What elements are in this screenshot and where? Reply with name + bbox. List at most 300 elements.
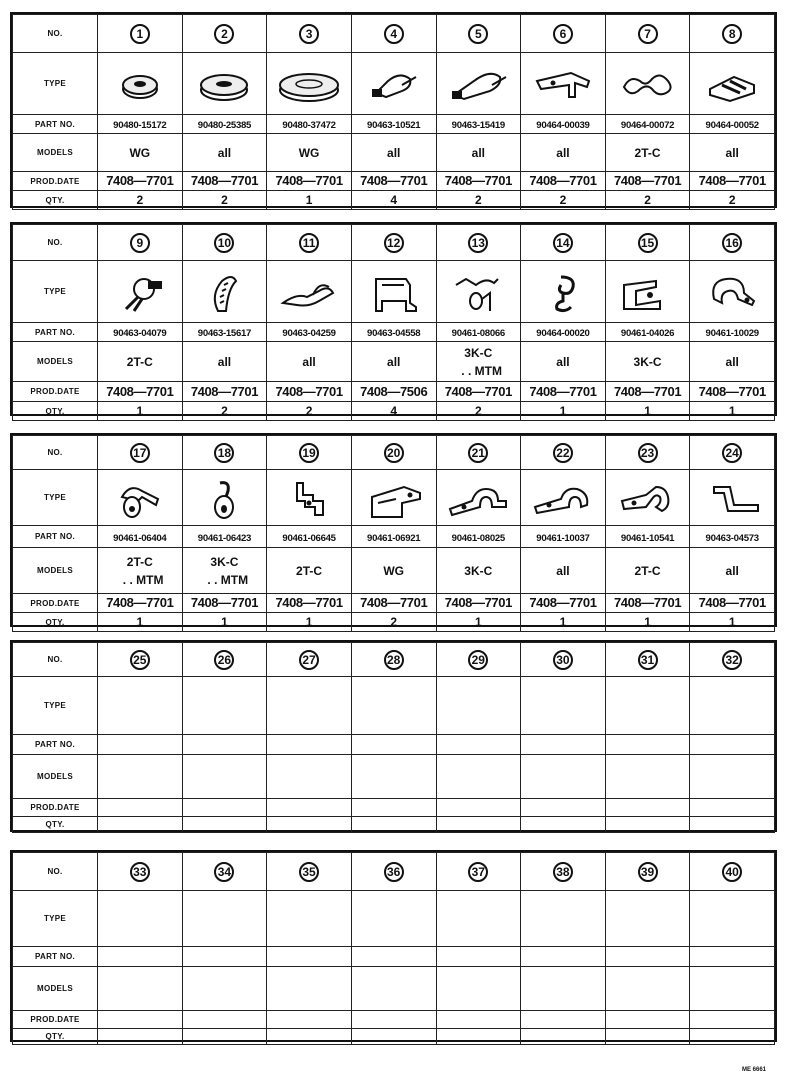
cell-qty xyxy=(98,613,183,632)
production-date: 7408—7701 xyxy=(529,173,597,188)
models-value: WG xyxy=(383,563,405,578)
cell-prod-date xyxy=(98,594,183,613)
cell-type xyxy=(182,261,267,323)
cell-prod-date xyxy=(98,172,183,191)
quantity-value: 2 xyxy=(474,404,482,418)
cell-no xyxy=(267,225,352,261)
cell-no xyxy=(521,643,606,677)
cell-type xyxy=(436,53,521,115)
cell-qty xyxy=(351,613,436,632)
item-number: 32 xyxy=(722,650,742,670)
models-value: 2T-C xyxy=(126,354,153,369)
cell-no xyxy=(521,15,606,53)
row-label: QTY. xyxy=(13,613,98,632)
item-number: 13 xyxy=(468,233,488,253)
bracket-clip-icon xyxy=(606,271,690,313)
grommet-large-icon xyxy=(267,63,351,105)
plate-clip-icon xyxy=(352,477,436,519)
cell-qty xyxy=(267,191,352,210)
cell-prod-date xyxy=(351,382,436,402)
models-value: 2T-C xyxy=(296,563,323,578)
quantity-value: 2 xyxy=(305,404,313,418)
cell-type xyxy=(436,470,521,526)
cell-type xyxy=(521,53,606,115)
cell-part-no xyxy=(690,947,775,967)
cell-part-no xyxy=(98,115,183,134)
cell-prod-date xyxy=(605,799,690,817)
hook-clamp-icon xyxy=(183,477,267,519)
cell-prod-date xyxy=(351,172,436,191)
cell-type xyxy=(182,53,267,115)
figure-code: ME 6661 xyxy=(741,1067,766,1073)
row-models xyxy=(13,755,775,799)
row-label: PROD.DATE xyxy=(13,594,98,613)
item-number: 8 xyxy=(722,24,742,44)
cell-prod-date xyxy=(182,172,267,191)
cell-models xyxy=(182,967,267,1011)
cell-models xyxy=(521,548,606,594)
quantity-value: 1 xyxy=(221,615,228,629)
hose-clamp-icon xyxy=(98,271,182,313)
quantity-value: 1 xyxy=(136,615,144,629)
cell-models xyxy=(605,548,690,594)
production-date: 7408—7701 xyxy=(275,383,343,399)
row-label: TYPE xyxy=(13,470,98,526)
row-label: PROD.DATE xyxy=(13,1011,98,1029)
item-number: 21 xyxy=(468,443,488,463)
row-no xyxy=(13,15,775,53)
cell-part-no xyxy=(521,735,606,755)
row-label: NO. xyxy=(13,15,98,53)
row-part-no xyxy=(13,947,775,967)
cell-type xyxy=(521,891,606,947)
tie-strap-icon xyxy=(183,271,267,313)
item-number: 39 xyxy=(638,862,658,882)
cell-no xyxy=(436,853,521,891)
item-number: 10 xyxy=(214,233,234,253)
part-number: 90461-06423 xyxy=(197,532,252,544)
item-number: 5 xyxy=(468,24,488,44)
part-number: 90463-10521 xyxy=(367,120,421,131)
cell-no xyxy=(521,225,606,261)
cell-no xyxy=(98,225,183,261)
cell-qty xyxy=(98,1029,183,1045)
cell-prod-date xyxy=(182,1011,267,1029)
models-value: 2T-C . . MTM xyxy=(122,554,164,587)
cell-type xyxy=(605,53,690,115)
cell-part-no xyxy=(267,526,352,548)
production-date: 7408—7701 xyxy=(698,173,766,188)
part-number: 90480-15172 xyxy=(113,120,167,131)
cell-no xyxy=(690,853,775,891)
row-qty xyxy=(13,191,775,210)
cell-no xyxy=(436,643,521,677)
quantity-value: 1 xyxy=(644,404,651,418)
production-date: 7408—7701 xyxy=(275,595,343,610)
row-part-no xyxy=(13,735,775,755)
cell-prod-date xyxy=(267,1011,352,1029)
row-prod-date xyxy=(13,382,775,402)
item-number: 22 xyxy=(553,443,573,463)
cell-prod-date xyxy=(690,1011,775,1029)
part-number: 90480-37472 xyxy=(282,120,336,131)
row-no xyxy=(13,225,775,261)
cell-type xyxy=(351,470,436,526)
row-type xyxy=(13,470,775,526)
cell-qty xyxy=(351,1029,436,1045)
cell-qty xyxy=(98,402,183,421)
row-models xyxy=(13,548,775,594)
tab-clamp-icon xyxy=(437,477,521,519)
parts-table xyxy=(12,852,775,1045)
cell-no xyxy=(267,15,352,53)
quantity-value: 1 xyxy=(305,615,313,629)
cell-part-no xyxy=(182,323,267,342)
cell-models xyxy=(182,755,267,799)
cell-no xyxy=(351,853,436,891)
cell-part-no xyxy=(351,735,436,755)
cell-part-no xyxy=(690,526,775,548)
cell-models xyxy=(605,967,690,1011)
cell-qty xyxy=(690,1029,775,1045)
item-number: 20 xyxy=(384,443,404,463)
cell-qty xyxy=(436,817,521,833)
cell-no xyxy=(605,853,690,891)
cell-no xyxy=(267,643,352,677)
cell-prod-date xyxy=(267,799,352,817)
cell-models xyxy=(521,134,606,172)
parts-table-block xyxy=(10,12,777,208)
cell-part-no xyxy=(521,323,606,342)
part-number: 90461-06645 xyxy=(282,532,336,544)
cell-part-no xyxy=(98,947,183,967)
item-number: 11 xyxy=(299,233,319,253)
cell-type xyxy=(98,261,183,323)
part-number: 90461-10037 xyxy=(536,532,590,544)
production-date: 7408—7701 xyxy=(444,383,512,399)
quantity-value: 2 xyxy=(136,193,144,207)
cell-models xyxy=(436,548,521,594)
item-number: 17 xyxy=(130,443,150,463)
cell-models xyxy=(436,967,521,1011)
production-date: 7408—7701 xyxy=(360,173,428,188)
cell-qty xyxy=(436,1029,521,1045)
production-date: 7408—7701 xyxy=(613,595,682,610)
models-value: 2T-C xyxy=(634,563,661,578)
band-clamp-long-icon xyxy=(437,63,521,105)
production-date: 7408—7701 xyxy=(698,595,766,610)
cell-prod-date xyxy=(351,594,436,613)
cell-prod-date xyxy=(521,382,606,402)
cell-prod-date xyxy=(267,382,352,402)
cell-models xyxy=(351,548,436,594)
cell-models xyxy=(690,967,775,1011)
s-clip-icon xyxy=(267,477,351,519)
cell-no xyxy=(267,853,352,891)
cell-prod-date xyxy=(182,382,267,402)
cell-type xyxy=(690,261,775,323)
cell-models xyxy=(521,755,606,799)
production-date: 7408—7701 xyxy=(106,173,174,188)
cell-prod-date xyxy=(98,382,183,402)
parts-table xyxy=(12,224,775,421)
cell-type xyxy=(605,261,690,323)
cable-clamp-icon xyxy=(98,477,182,519)
cell-type xyxy=(436,261,521,323)
cell-type xyxy=(436,891,521,947)
cell-prod-date xyxy=(98,1011,183,1029)
row-label: TYPE xyxy=(13,53,98,115)
models-value: all xyxy=(387,145,401,160)
cell-no xyxy=(351,436,436,470)
cell-no xyxy=(605,15,690,53)
cell-prod-date xyxy=(690,172,775,191)
cell-models xyxy=(98,967,183,1011)
part-number: 90461-10029 xyxy=(705,328,759,339)
cell-models xyxy=(690,548,775,594)
cell-type xyxy=(690,470,775,526)
cell-models xyxy=(98,755,183,799)
cell-prod-date xyxy=(267,172,352,191)
parts-table xyxy=(12,642,775,833)
clip-bracket-icon xyxy=(521,63,605,105)
quantity-value: 1 xyxy=(644,615,651,629)
cell-models xyxy=(690,342,775,382)
cell-models xyxy=(98,342,183,382)
part-number: 90461-08066 xyxy=(451,328,505,339)
cell-part-no xyxy=(436,735,521,755)
cell-type xyxy=(98,891,183,947)
cell-part-no xyxy=(690,115,775,134)
cell-no xyxy=(436,15,521,53)
cell-no xyxy=(351,225,436,261)
row-label: TYPE xyxy=(13,677,98,735)
cell-no xyxy=(690,643,775,677)
models-value: 2T-C xyxy=(634,145,661,160)
production-date: 7408—7701 xyxy=(444,173,512,188)
cell-part-no xyxy=(98,735,183,755)
models-value: 3K-C . . MTM xyxy=(461,345,502,378)
part-number: 90480-25385 xyxy=(197,120,252,131)
production-date: 7408—7701 xyxy=(275,173,343,188)
cell-qty xyxy=(690,402,775,421)
cell-prod-date xyxy=(267,594,352,613)
row-label: PROD.DATE xyxy=(13,172,98,191)
row-models xyxy=(13,134,775,172)
cell-prod-date xyxy=(436,594,521,613)
row-no xyxy=(13,853,775,891)
cell-qty xyxy=(436,613,521,632)
cell-qty xyxy=(521,402,606,421)
row-no xyxy=(13,643,775,677)
cell-no xyxy=(98,853,183,891)
row-label: MODELS xyxy=(13,548,98,594)
part-number: 90461-04026 xyxy=(620,328,675,339)
cell-prod-date xyxy=(521,594,606,613)
cell-qty xyxy=(182,817,267,833)
cell-models xyxy=(267,755,352,799)
cell-models xyxy=(182,134,267,172)
cell-part-no xyxy=(521,526,606,548)
cell-type xyxy=(605,677,690,735)
production-date: 7408—7701 xyxy=(698,383,766,399)
cell-models xyxy=(690,755,775,799)
row-qty xyxy=(13,402,775,421)
production-date: 7408—7701 xyxy=(529,383,597,399)
cell-part-no xyxy=(267,735,352,755)
row-type xyxy=(13,53,775,115)
cell-models xyxy=(436,755,521,799)
row-label: PART NO. xyxy=(13,526,98,548)
z-bracket-icon xyxy=(690,477,774,519)
production-date: 7408—7701 xyxy=(190,383,259,399)
cell-type xyxy=(690,677,775,735)
row-label: MODELS xyxy=(13,755,98,799)
cell-models xyxy=(267,342,352,382)
models-value: all xyxy=(387,354,401,369)
cell-qty xyxy=(98,191,183,210)
models-value: all xyxy=(217,354,232,369)
item-number: 12 xyxy=(384,233,404,253)
row-part-no xyxy=(13,526,775,548)
item-number: 38 xyxy=(553,862,573,882)
cell-qty xyxy=(521,191,606,210)
models-value: 3K-C . . MTM xyxy=(207,554,249,587)
row-qty xyxy=(13,613,775,632)
cell-no xyxy=(605,225,690,261)
cell-prod-date xyxy=(182,594,267,613)
cell-prod-date xyxy=(436,1011,521,1029)
cell-qty xyxy=(182,402,267,421)
row-label: MODELS xyxy=(13,967,98,1011)
cell-part-no xyxy=(605,947,690,967)
cell-part-no xyxy=(436,526,521,548)
cell-qty xyxy=(351,817,436,833)
item-number: 26 xyxy=(214,650,234,670)
item-number: 24 xyxy=(722,443,742,463)
cell-prod-date xyxy=(690,382,775,402)
models-value: all xyxy=(471,145,485,160)
parts-table-block xyxy=(10,222,777,416)
models-value: all xyxy=(217,145,232,160)
quantity-value: 2 xyxy=(221,193,228,207)
cell-no xyxy=(690,225,775,261)
cell-models xyxy=(182,548,267,594)
row-label: TYPE xyxy=(13,261,98,323)
cell-qty xyxy=(605,191,690,210)
wire-clip-icon xyxy=(606,63,690,105)
item-number: 35 xyxy=(299,862,319,882)
cell-prod-date xyxy=(521,1011,606,1029)
cell-models xyxy=(98,548,183,594)
part-number: 90461-06921 xyxy=(367,532,421,544)
cell-qty xyxy=(605,613,690,632)
item-number: 40 xyxy=(722,862,742,882)
item-number: 31 xyxy=(638,650,658,670)
item-number: 3 xyxy=(299,24,319,44)
row-label: QTY. xyxy=(13,191,98,210)
row-prod-date xyxy=(13,594,775,613)
row-label: NO. xyxy=(13,853,98,891)
cell-models xyxy=(267,967,352,1011)
cell-qty xyxy=(267,613,352,632)
parts-table-block xyxy=(10,850,777,1042)
quantity-value: 1 xyxy=(559,615,567,629)
row-label: TYPE xyxy=(13,891,98,947)
cell-prod-date xyxy=(690,594,775,613)
row-prod-date xyxy=(13,1011,775,1029)
cell-type xyxy=(690,53,775,115)
item-number: 18 xyxy=(214,443,234,463)
cell-part-no xyxy=(182,115,267,134)
cell-part-no xyxy=(267,115,352,134)
cell-part-no xyxy=(351,526,436,548)
cell-no xyxy=(182,225,267,261)
row-type xyxy=(13,261,775,323)
cell-models xyxy=(98,134,183,172)
cell-models xyxy=(605,755,690,799)
cell-qty xyxy=(351,402,436,421)
cell-models xyxy=(351,967,436,1011)
cell-type xyxy=(521,677,606,735)
models-value: all xyxy=(725,563,739,578)
item-number: 1 xyxy=(130,24,150,44)
cell-part-no xyxy=(351,323,436,342)
item-number: 9 xyxy=(130,233,150,253)
cell-type xyxy=(690,891,775,947)
cell-qty xyxy=(436,191,521,210)
cell-qty xyxy=(690,817,775,833)
cell-models xyxy=(521,967,606,1011)
models-value: all xyxy=(556,563,570,578)
cell-qty xyxy=(351,191,436,210)
cell-prod-date xyxy=(182,799,267,817)
row-models xyxy=(13,967,775,1011)
item-number: 27 xyxy=(299,650,319,670)
item-number: 2 xyxy=(214,24,234,44)
cell-no xyxy=(605,436,690,470)
cell-models xyxy=(436,134,521,172)
row-label: QTY. xyxy=(13,817,98,833)
production-date: 7408—7701 xyxy=(613,383,682,399)
cell-part-no xyxy=(605,735,690,755)
row-label: PART NO. xyxy=(13,323,98,342)
cell-prod-date xyxy=(436,172,521,191)
item-number: 7 xyxy=(638,24,658,44)
cell-type xyxy=(98,677,183,735)
part-number: 90463-04079 xyxy=(113,328,167,339)
cell-qty xyxy=(521,613,606,632)
cell-type xyxy=(521,470,606,526)
item-number: 34 xyxy=(214,862,234,882)
cell-no xyxy=(182,853,267,891)
quantity-value: 1 xyxy=(136,404,144,418)
hook-clip-icon xyxy=(521,271,605,313)
production-date: 7408—7701 xyxy=(360,595,428,610)
cell-part-no xyxy=(182,526,267,548)
part-number: 90461-06404 xyxy=(113,532,167,544)
cell-type xyxy=(436,677,521,735)
cell-type xyxy=(605,470,690,526)
cell-no xyxy=(690,436,775,470)
cell-qty xyxy=(182,1029,267,1045)
cell-part-no xyxy=(436,115,521,134)
row-label: NO. xyxy=(13,225,98,261)
cell-type xyxy=(267,470,352,526)
grommet-medium-icon xyxy=(183,63,267,105)
cell-part-no xyxy=(521,947,606,967)
cell-models xyxy=(690,134,775,172)
